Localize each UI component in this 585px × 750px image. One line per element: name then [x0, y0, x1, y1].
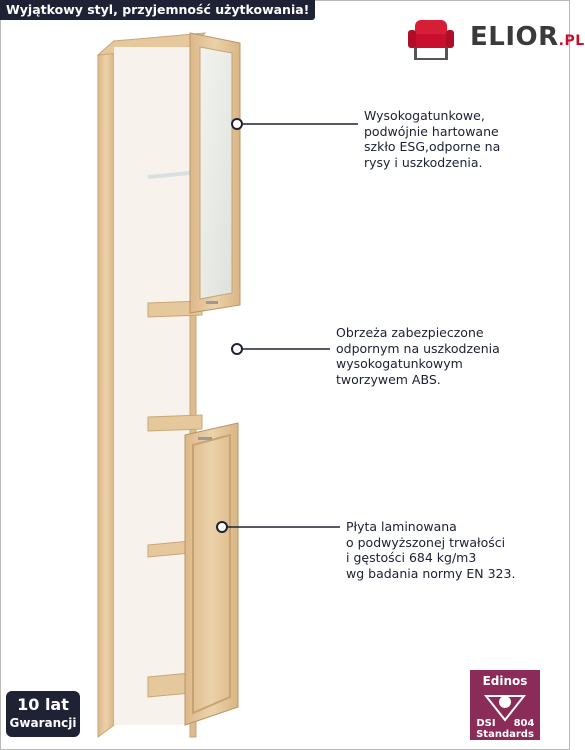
- cert-bottom-text: Standards: [476, 729, 534, 740]
- brand-text: ELIOR: [470, 22, 559, 52]
- callout-line: rysy i uszkodzenia.: [364, 154, 483, 170]
- callout-line: Wysokogatunkowe,: [364, 108, 485, 123]
- callout-line: Obrzeża zabezpieczone: [336, 325, 484, 340]
- cert-left-text: DSI: [476, 718, 496, 729]
- callout-line: podwójnie hartowane: [364, 123, 499, 139]
- callout-line: wysokogatunkowym: [336, 356, 463, 371]
- callout-line: odpornym na uszkodzenia: [336, 340, 500, 356]
- cabinet-illustration: [90, 25, 250, 740]
- callout-line: Płyta laminowana: [346, 519, 457, 534]
- warranty-years: 10 lat: [17, 695, 69, 714]
- cert-top-text: Edinos: [482, 674, 528, 688]
- certification-badge: [470, 670, 540, 740]
- warranty-label: Gwarancji: [9, 716, 77, 730]
- callout-line: i gęstości 684 kg/m3: [346, 550, 477, 565]
- brand-name: [470, 22, 585, 52]
- callout-line: wg badania normy EN 323.: [346, 565, 516, 581]
- promo-banner: Wyjątkowy styl, przyjemność użytkowania!: [0, 0, 315, 20]
- callout-board: [346, 519, 515, 581]
- cert-circle-icon: [499, 696, 511, 708]
- brand-tld: .PL: [558, 33, 585, 49]
- callout-line: szkło ESG,odporne na: [364, 139, 501, 154]
- callout-line: o podwyższonej trwałości: [346, 534, 506, 550]
- callout-glass: [364, 108, 500, 170]
- callout-edges: [336, 325, 500, 387]
- callout-line: tworzywem ABS.: [336, 371, 441, 387]
- armchair-icon: [405, 14, 465, 66]
- warranty-badge: [6, 691, 80, 737]
- cert-right-text: 804: [513, 718, 535, 729]
